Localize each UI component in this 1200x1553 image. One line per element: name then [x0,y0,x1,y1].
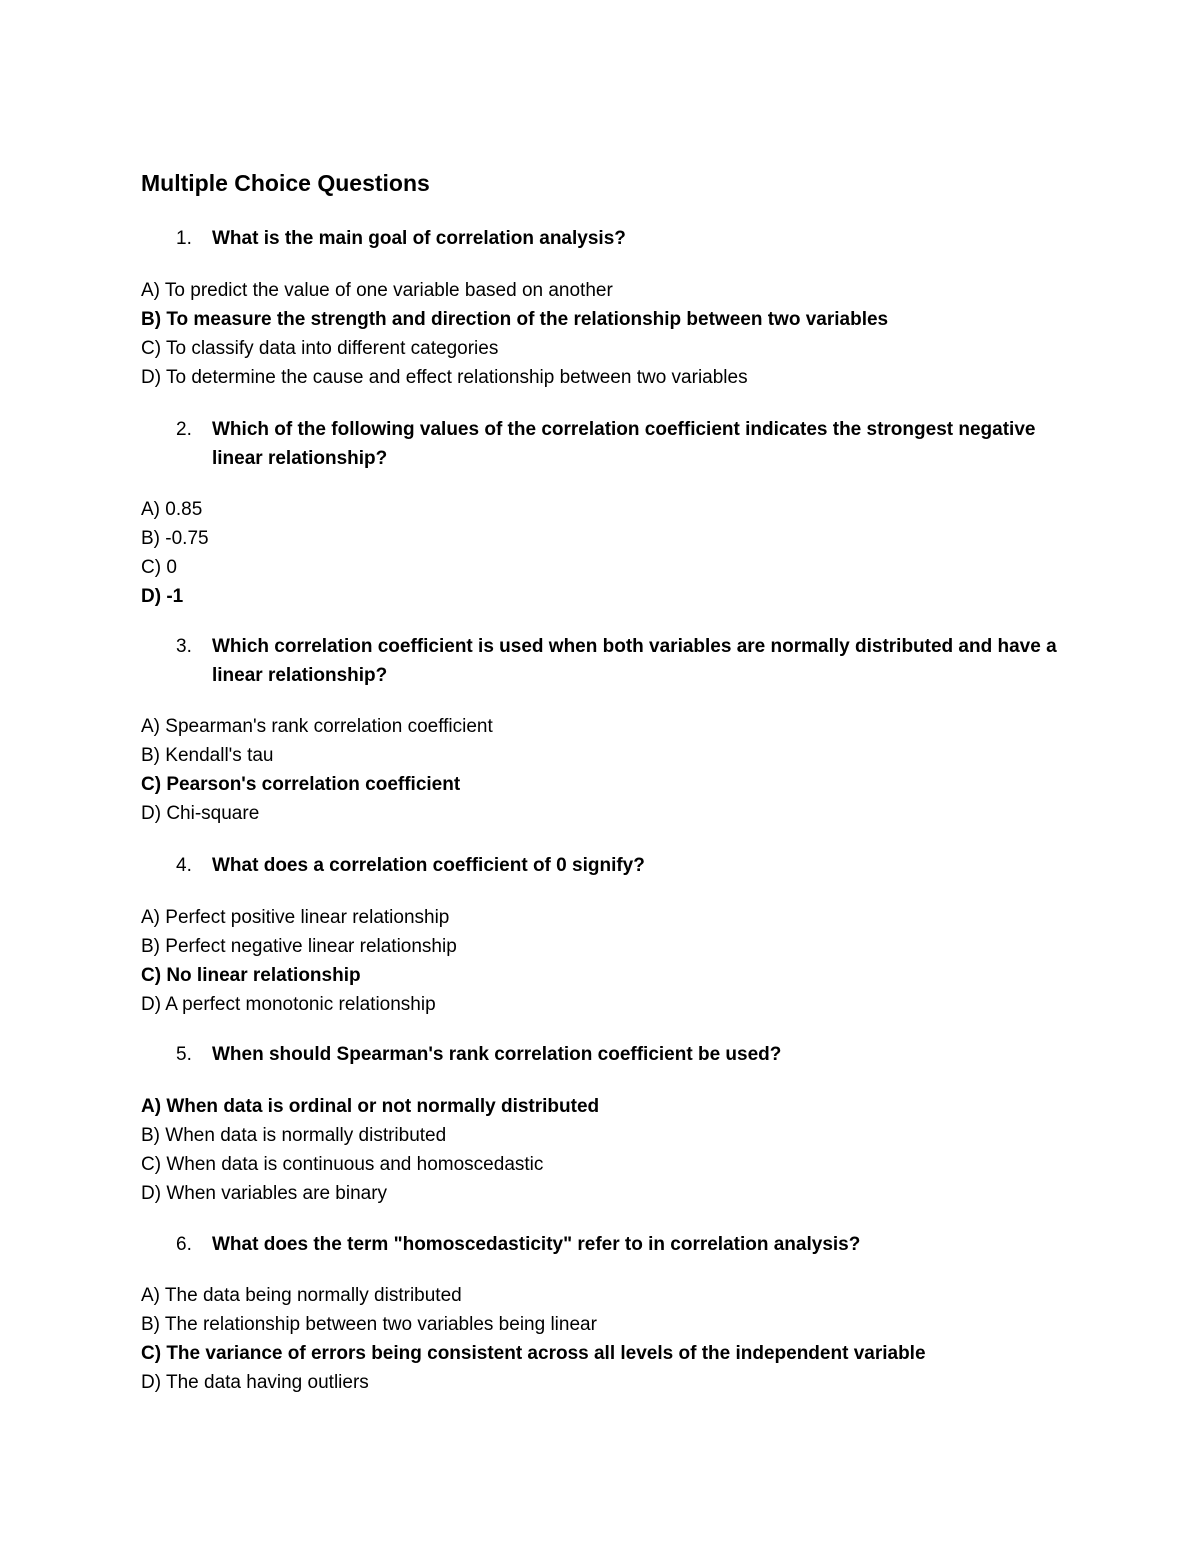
question-5-text: When should Spearman's rank correlation coefficient be used? [212,1044,782,1065]
question-6-prompt [141,1230,1071,1259]
question-1-options [141,276,1071,392]
question-4-text: What does a correlation coefficient of 0 signify? [212,855,645,876]
question-6-option-b: B) The relationship between two variables being linear [141,1314,597,1335]
question-4-option-a: A) Perfect positive linear relationship [141,907,450,928]
question-4-option-d: D) A perfect monotonic relationship [141,994,436,1015]
question-1-option-d: D) To determine the cause and effect relationship between two variables [141,367,748,388]
question-5-option-d: D) When variables are binary [141,1183,388,1204]
question-1-number: 1. [176,228,192,249]
question-4-number: 4. [176,855,192,876]
question-1 [141,224,1071,392]
question-6-option-a: A) The data being normally distributed [141,1285,462,1306]
question-5-option-a-correct: A) When data is ordinal or not normally distributed [141,1096,600,1117]
question-2-prompt [141,415,1071,473]
question-3 [141,632,1071,828]
question-5-options [141,1092,1071,1208]
question-2-number: 2. [176,419,192,440]
question-6-number: 6. [176,1234,192,1255]
question-2-option-b: B) -0.75 [141,528,209,549]
question-4-option-b: B) Perfect negative linear relationship [141,936,457,957]
question-5-option-b: B) When data is normally distributed [141,1125,447,1146]
question-2-option-a: A) 0.85 [141,499,203,520]
question-6 [141,1230,1071,1397]
question-4-options [141,903,1071,1019]
question-3-option-a: A) Spearman's rank correlation coefficient [141,716,493,737]
question-5-number: 5. [176,1044,192,1065]
question-4 [141,851,1071,1019]
question-5-option-c: C) When data is continuous and homoscedastic [141,1154,544,1175]
question-4-option-c-correct: C) No linear relationship [141,965,361,986]
question-1-text: What is the main goal of correlation analysis? [212,228,626,249]
question-3-number: 3. [176,636,192,657]
question-3-option-c-correct: C) Pearson's correlation coefficient [141,774,461,795]
question-6-option-c-correct: C) The variance of errors being consistent across all levels of the independent variable [141,1343,926,1364]
question-3-options [141,712,1071,828]
question-6-options [141,1281,1071,1397]
question-6-option-d: D) The data having outliers [141,1372,369,1393]
question-2-option-d-correct: D) -1 [141,586,184,607]
question-4-prompt [141,851,1071,880]
question-2 [141,415,1071,611]
question-3-option-d: D) Chi-square [141,803,260,824]
question-5 [141,1040,1071,1208]
question-1-option-a: A) To predict the value of one variable based on another [141,280,613,301]
question-1-prompt [141,224,1071,253]
question-1-option-b-correct: B) To measure the strength and direction of the relationship between two variables [141,309,889,330]
question-2-option-c: C) 0 [141,557,177,578]
question-6-text: What does the term "homoscedasticity" refer to in correlation analysis? [212,1234,861,1255]
question-1-option-c: C) To classify data into different categories [141,338,499,359]
document-title: Multiple Choice Questions [141,170,430,196]
question-3-prompt [141,632,1071,690]
question-2-text: Which of the following values of the correlation coefficient indicates the strongest negative linear relationship? [212,419,1036,469]
question-2-options [141,495,1071,611]
question-3-text: Which correlation coefficient is used when both variables are normally distributed and have a linear relationship? [212,636,1057,686]
question-5-prompt [141,1040,1071,1069]
question-3-option-b: B) Kendall's tau [141,745,274,766]
